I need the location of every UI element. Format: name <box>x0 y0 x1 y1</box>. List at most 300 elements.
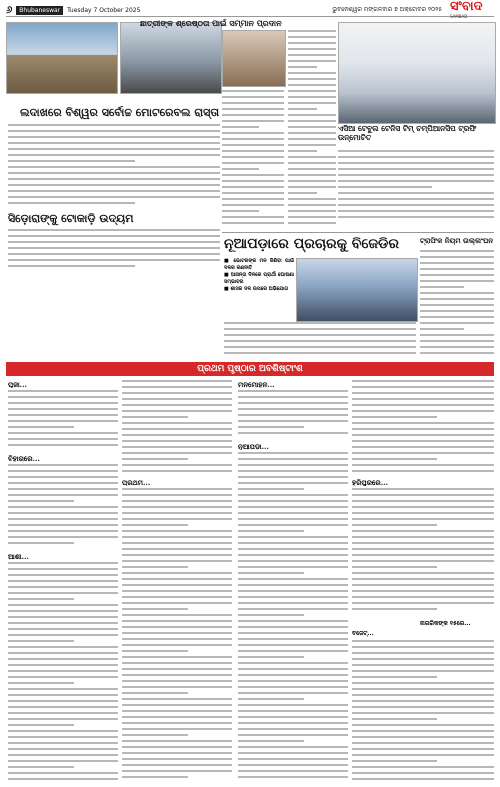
logo-subtext: SAMBAD <box>450 14 468 19</box>
text-line <box>420 262 494 264</box>
text-line <box>122 458 188 460</box>
cont-c8: ବଜେଟ୍... <box>352 630 374 637</box>
text-line <box>122 626 232 628</box>
text-line <box>222 132 284 134</box>
text-line <box>238 596 348 598</box>
text-line <box>352 688 494 690</box>
text-line <box>222 90 284 92</box>
text-line <box>288 198 336 200</box>
text-line <box>352 706 494 708</box>
cont-c7: ହରିପୁରରେ... <box>352 478 389 486</box>
text-line <box>238 396 348 398</box>
text-line <box>122 776 188 778</box>
text-line <box>122 692 188 694</box>
text-line <box>352 500 494 502</box>
text-line <box>122 512 232 514</box>
text-line <box>352 530 494 532</box>
text-line <box>238 668 348 670</box>
text-line <box>288 144 336 146</box>
text-line <box>352 434 494 436</box>
text-line <box>420 286 464 288</box>
text-line <box>288 84 336 86</box>
text-line <box>8 130 220 132</box>
text-line <box>238 542 348 544</box>
text-line <box>222 114 284 116</box>
story4-headline: ଏସିଆ ଟେବୁଲ ଟେନିସ ଟିମ୍ ଚମ୍ପିଆନସିପ ଟ୍ରଫି ଉନ୍ମୋଚିତ <box>338 124 477 142</box>
lead-deck-3: ■ ଶାସକ ଦଳ ଉପରେ ଅଭିଯୋଗ <box>224 286 289 292</box>
text-line <box>238 734 348 736</box>
text-line <box>352 700 494 702</box>
text-line <box>8 622 118 624</box>
text-line <box>352 422 494 424</box>
text-line <box>288 42 336 44</box>
story2-headline: ସିଡ଼ୋରାଙ୍କୁ ଟୋକାଡ଼ି ଉଦ୍ୟମ <box>8 212 134 225</box>
group-photo <box>120 22 222 94</box>
text-line <box>122 698 232 700</box>
text-line <box>238 752 348 754</box>
continuation-banner: ପ୍ରଥମ ପୃଷ୍ଠାର ଅବଶିଷ୍ଟାଂଶ <box>6 362 494 376</box>
text-line <box>338 156 494 158</box>
text-line <box>288 216 336 218</box>
text-line <box>122 440 232 442</box>
text-line <box>238 650 348 652</box>
text-line <box>238 420 348 422</box>
text-line <box>122 422 232 424</box>
text-line <box>238 632 348 634</box>
text-line <box>238 656 304 658</box>
text-line <box>122 656 232 658</box>
text-line <box>352 608 437 610</box>
text-line <box>8 592 118 594</box>
text-line <box>238 608 348 610</box>
text-line <box>238 728 348 730</box>
text-line <box>352 676 437 678</box>
text-line <box>352 392 494 394</box>
text-line <box>8 766 74 768</box>
text-line <box>352 694 494 696</box>
text-line <box>8 754 118 756</box>
text-line <box>238 776 348 778</box>
text-line <box>122 638 232 640</box>
text-line <box>352 446 494 448</box>
text-line <box>420 268 494 270</box>
text-line <box>8 598 74 600</box>
text-line <box>122 560 232 562</box>
text-line <box>122 392 232 394</box>
lead-deck-1: ■ ଭୋଟରଙ୍କ ମନ ଜିଣିବା ପାଇଁ ଦଳର ରଣନୀତି <box>224 258 294 271</box>
text-line <box>8 166 220 168</box>
text-line <box>224 340 416 342</box>
masthead-logo <box>450 0 494 18</box>
text-line <box>8 670 118 672</box>
col2-body-b <box>122 488 232 784</box>
ceremony-photo <box>222 30 286 87</box>
text-line <box>420 280 494 282</box>
text-line <box>238 506 348 508</box>
text-line <box>8 610 118 612</box>
lead-deck <box>224 258 294 304</box>
side-body <box>420 250 494 360</box>
text-line <box>352 664 494 666</box>
text-line <box>122 578 232 580</box>
text-line <box>352 748 494 750</box>
text-line <box>224 352 416 354</box>
text-line <box>238 764 348 766</box>
text-line <box>288 48 336 50</box>
text-line <box>8 512 118 514</box>
text-line <box>8 664 118 666</box>
story3-headline: ଛାତ୍ରୀଙ୍କ ଶ୍ରେଷ୍ଠତା ପାଇଁ ସମ୍ମାନ ପ୍ରଦାନ <box>140 18 282 28</box>
text-line <box>238 686 348 688</box>
text-line <box>238 488 304 490</box>
text-line <box>238 524 348 526</box>
col3-body-b <box>238 452 348 784</box>
text-line <box>8 488 118 490</box>
text-line <box>420 346 494 348</box>
text-line <box>288 78 336 80</box>
text-line <box>288 72 336 74</box>
text-line <box>8 160 135 162</box>
text-line <box>288 96 336 98</box>
text-line <box>8 742 118 744</box>
text-line <box>352 416 437 418</box>
text-line <box>8 718 118 720</box>
story2-body <box>8 229 220 273</box>
text-line <box>222 216 284 218</box>
text-line <box>420 334 494 336</box>
text-line <box>338 204 494 206</box>
text-line <box>238 476 348 478</box>
text-line <box>122 398 232 400</box>
text-line <box>238 458 348 460</box>
text-line <box>222 174 284 176</box>
text-line <box>352 712 494 714</box>
text-line <box>238 470 348 472</box>
text-line <box>238 740 304 742</box>
text-line <box>8 390 118 392</box>
text-line <box>288 222 336 224</box>
text-line <box>338 210 494 212</box>
text-line <box>352 488 494 490</box>
text-line <box>8 229 220 231</box>
cont-c9: ନାଗରିକଙ୍କ ୧୫ରେ... <box>420 620 471 627</box>
text-line <box>238 500 348 502</box>
text-line <box>8 172 220 174</box>
text-line <box>352 428 494 430</box>
text-line <box>352 584 494 586</box>
text-line <box>238 680 348 682</box>
text-line <box>238 590 348 592</box>
text-line <box>238 426 304 428</box>
text-line <box>8 253 220 255</box>
lead-deck-2: ■ ଆସନ୍ତା ଦିନରେ ପ୍ରାର୍ଥୀ ଘୋଷଣା ସମ୍ଭାବନା <box>224 272 294 285</box>
text-line <box>352 766 494 768</box>
text-line <box>238 644 348 646</box>
mountain-road-photo <box>6 22 118 94</box>
text-line <box>8 190 220 192</box>
text-line <box>122 740 232 742</box>
text-line <box>352 760 437 762</box>
text-line <box>122 470 232 472</box>
text-line <box>8 426 74 428</box>
text-line <box>420 328 464 330</box>
text-line <box>122 716 232 718</box>
text-line <box>238 512 348 514</box>
text-line <box>8 652 118 654</box>
text-line <box>352 560 494 562</box>
text-line <box>352 512 494 514</box>
text-line <box>352 578 494 580</box>
logo-text: ସଂବାଦ <box>450 0 483 14</box>
text-line <box>420 298 494 300</box>
text-line <box>352 682 494 684</box>
text-line <box>8 712 118 714</box>
text-line <box>288 210 336 212</box>
col2-body-a <box>122 380 232 476</box>
text-line <box>122 632 232 634</box>
text-line <box>8 500 74 502</box>
page-header-strip <box>6 4 494 17</box>
col4-body-c <box>352 640 494 784</box>
text-line <box>238 554 348 556</box>
text-line <box>8 530 118 532</box>
text-line <box>352 398 494 400</box>
text-line <box>122 500 232 502</box>
text-line <box>122 770 232 772</box>
text-line <box>288 60 336 62</box>
text-line <box>338 192 494 194</box>
text-line <box>352 548 494 550</box>
text-line <box>122 674 232 676</box>
text-line <box>222 144 284 146</box>
cont-c2: ବିହାରରେ... <box>8 454 40 462</box>
story1-kicker <box>20 96 140 104</box>
text-line <box>288 120 336 122</box>
text-line <box>338 150 494 152</box>
text-line <box>238 578 348 580</box>
text-line <box>8 536 118 538</box>
text-line <box>122 746 232 748</box>
text-line <box>352 410 494 412</box>
text-line <box>352 452 494 454</box>
text-line <box>122 686 232 688</box>
text-line <box>288 126 336 128</box>
text-line <box>352 742 494 744</box>
text-line <box>352 542 494 544</box>
text-line <box>222 180 284 182</box>
text-line <box>238 758 348 760</box>
text-line <box>420 310 494 312</box>
text-line <box>352 602 494 604</box>
text-line <box>238 698 304 700</box>
text-line <box>238 536 348 538</box>
text-line <box>288 30 336 32</box>
text-line <box>122 434 232 436</box>
text-line <box>222 138 284 140</box>
text-line <box>352 464 494 466</box>
text-line <box>122 650 188 652</box>
text-line <box>288 162 336 164</box>
col1-body-b <box>8 464 118 550</box>
text-line <box>8 706 118 708</box>
text-line <box>352 440 494 442</box>
text-line <box>8 604 118 606</box>
text-line <box>224 328 416 330</box>
text-line <box>352 646 494 648</box>
text-line <box>8 778 118 780</box>
text-line <box>222 156 284 158</box>
text-line <box>338 198 494 200</box>
text-line <box>352 736 494 738</box>
text-line <box>8 524 118 526</box>
text-line <box>8 574 118 576</box>
text-line <box>122 518 232 520</box>
text-line <box>238 716 348 718</box>
text-line <box>122 662 232 664</box>
text-line <box>122 758 232 760</box>
text-line <box>352 596 494 598</box>
text-line <box>122 536 232 538</box>
text-line <box>222 186 284 188</box>
text-line <box>122 410 232 412</box>
text-line <box>122 524 188 526</box>
text-line <box>122 608 188 610</box>
text-line <box>222 120 284 122</box>
text-line <box>238 638 348 640</box>
text-line <box>122 416 188 418</box>
text-line <box>238 560 348 562</box>
text-line <box>8 396 118 398</box>
cont-c3: ଆଶା... <box>8 552 29 560</box>
text-line <box>222 204 284 206</box>
text-line <box>338 180 494 182</box>
text-line <box>238 464 348 466</box>
text-line <box>338 174 494 176</box>
text-line <box>8 408 118 410</box>
text-line <box>288 102 336 104</box>
story3-body-a <box>222 90 284 230</box>
text-line <box>420 352 494 354</box>
text-line <box>8 154 220 156</box>
text-line <box>8 414 118 416</box>
text-line <box>122 596 232 598</box>
text-line <box>8 634 118 636</box>
text-line <box>238 602 348 604</box>
text-line <box>238 746 348 748</box>
press-meet-photo <box>296 258 418 322</box>
text-line <box>222 102 284 104</box>
text-line <box>122 704 232 706</box>
text-line <box>338 162 494 164</box>
cont-c6: ପ୍ରଥମ... <box>122 478 151 486</box>
text-line <box>8 124 220 126</box>
text-line <box>420 304 494 306</box>
text-line <box>352 536 494 538</box>
text-line <box>238 452 348 454</box>
text-line <box>352 778 494 780</box>
text-line <box>122 404 232 406</box>
text-line <box>122 554 232 556</box>
text-line <box>352 506 494 508</box>
text-line <box>122 728 232 730</box>
text-line <box>122 734 188 736</box>
text-line <box>122 710 232 712</box>
text-line <box>8 730 118 732</box>
text-line <box>122 764 232 766</box>
text-line <box>420 250 494 252</box>
text-line <box>222 198 284 200</box>
text-line <box>352 470 494 472</box>
text-line <box>238 722 348 724</box>
text-line <box>8 444 118 446</box>
text-line <box>352 458 437 460</box>
text-line <box>8 748 118 750</box>
text-line <box>222 126 259 128</box>
text-line <box>238 662 348 664</box>
text-line <box>352 718 437 720</box>
text-line <box>224 334 416 336</box>
text-line <box>238 414 348 416</box>
text-line <box>8 482 118 484</box>
text-line <box>122 494 232 496</box>
text-line <box>222 162 284 164</box>
text-line <box>238 620 348 622</box>
col4-body-a <box>352 380 494 476</box>
text-line <box>238 566 348 568</box>
trophy-photo <box>338 22 496 124</box>
text-line <box>8 506 118 508</box>
text-line <box>288 204 336 206</box>
text-line <box>8 568 118 570</box>
text-line <box>238 710 348 712</box>
text-line <box>288 174 336 176</box>
text-line <box>352 730 494 732</box>
text-line <box>288 132 336 134</box>
text-line <box>8 724 74 726</box>
text-line <box>352 670 494 672</box>
city-label: Bhubaneswar <box>16 6 63 15</box>
text-line <box>224 322 416 324</box>
text-line <box>8 736 118 738</box>
story1-headline: ଲଦାଖରେ ବିଶ୍ୱର ସର୍ବୋଚ୍ଚ ମୋଟରେବଲ ରାସ୍ତା <box>20 106 220 119</box>
text-line <box>238 692 348 694</box>
text-line <box>122 380 232 382</box>
text-line <box>288 186 336 188</box>
text-line <box>122 602 232 604</box>
text-line <box>338 168 494 170</box>
text-line <box>238 518 348 520</box>
text-line <box>238 704 348 706</box>
text-line <box>122 446 232 448</box>
col1-body-a <box>8 390 118 452</box>
text-line <box>8 586 118 588</box>
text-line <box>352 518 494 520</box>
text-line <box>8 470 118 472</box>
text-line <box>238 530 304 532</box>
text-line <box>8 142 220 144</box>
text-line <box>222 222 284 224</box>
text-line <box>352 590 494 592</box>
text-line <box>352 524 437 526</box>
text-line <box>352 652 494 654</box>
text-line <box>238 674 348 676</box>
text-line <box>420 322 494 324</box>
text-line <box>8 616 118 618</box>
text-line <box>222 96 284 98</box>
text-line <box>122 680 232 682</box>
text-line <box>222 150 284 152</box>
text-line <box>238 614 304 616</box>
